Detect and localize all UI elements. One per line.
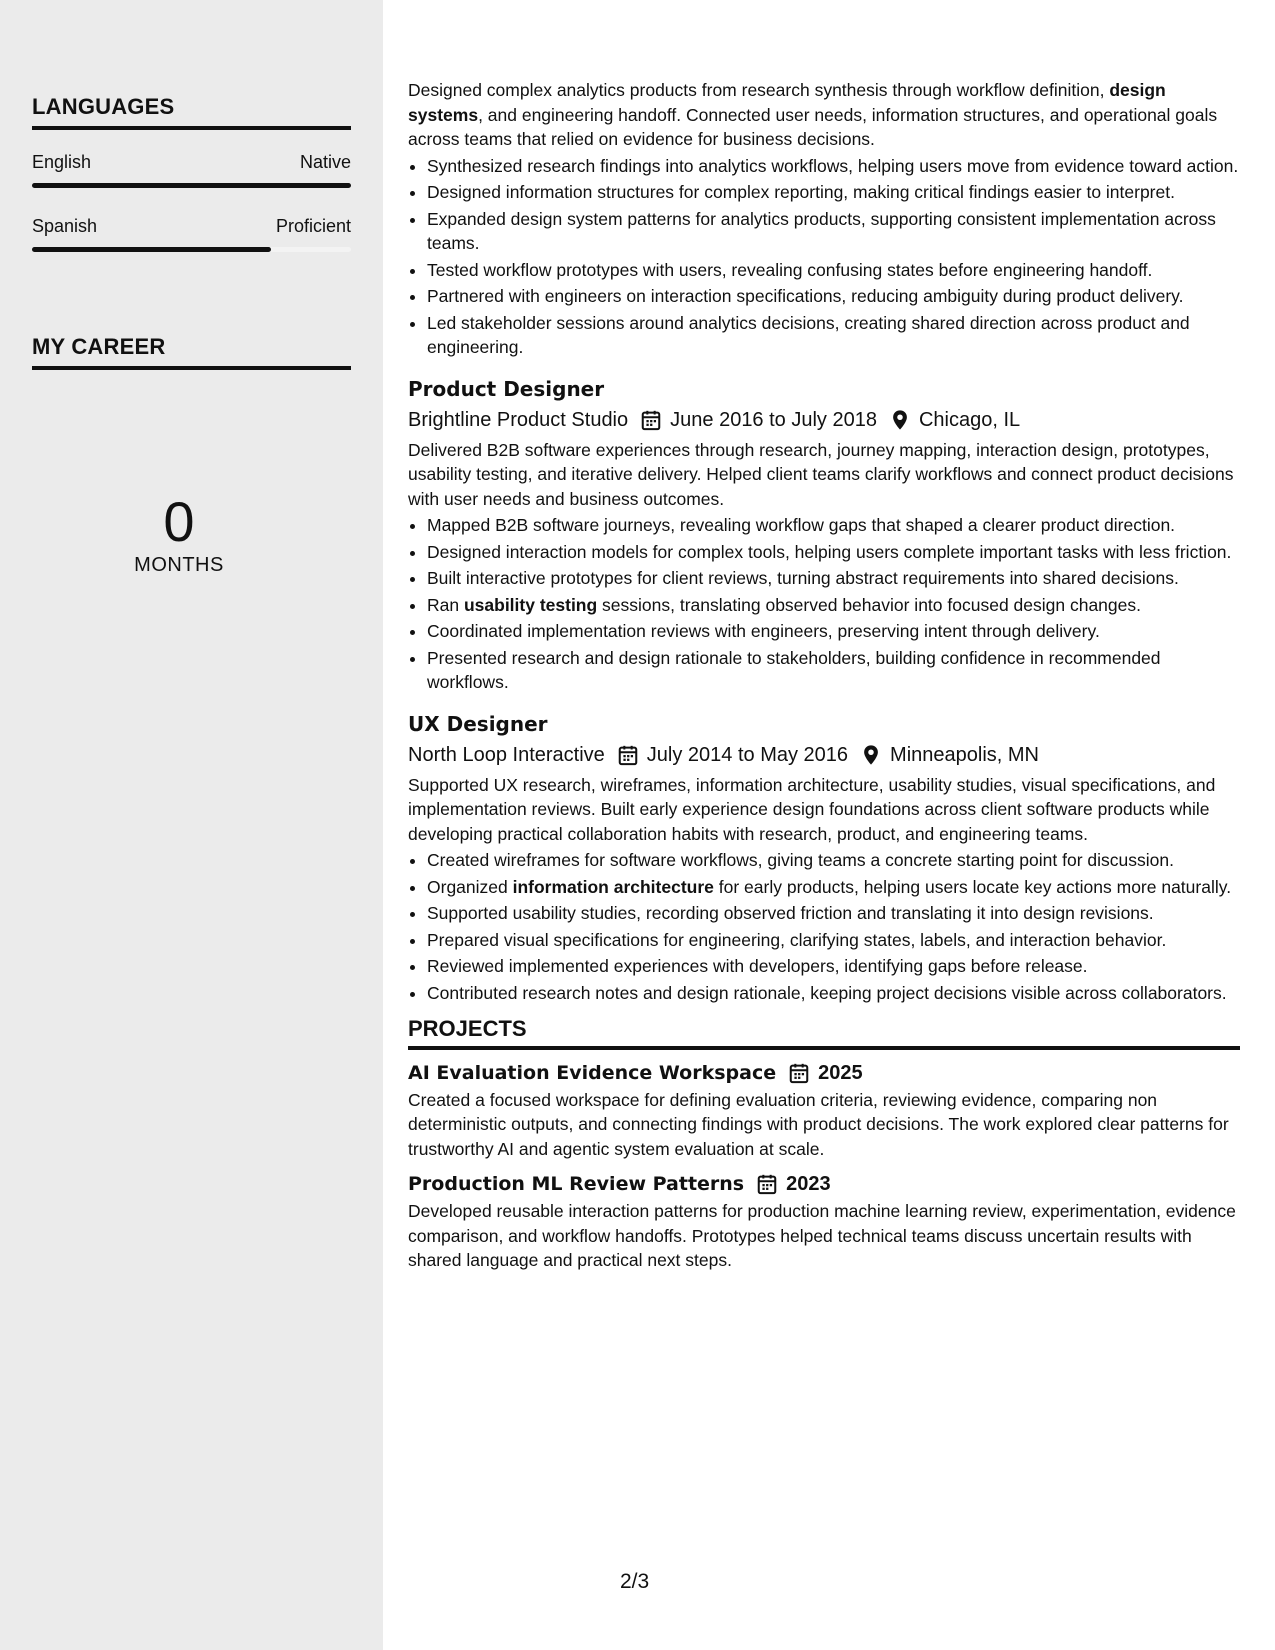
projects-section bbox=[408, 1017, 1240, 1273]
list-item: • Synthesized research findings into analytics workflows, helping users move from evidence toward action. bbox=[427, 154, 1240, 179]
language-item bbox=[32, 216, 351, 252]
project-year: 2023 bbox=[786, 1173, 831, 1195]
summary-text: Designed complex analytics products from research synthesis through workflow definition, bbox=[408, 80, 1110, 100]
list-item bbox=[427, 593, 1240, 618]
map-pin-icon bbox=[860, 744, 882, 766]
project-entry bbox=[408, 1058, 1240, 1162]
list-item: • Contributed research notes and design rationale, keeping project decisions visible across collaborators. bbox=[427, 981, 1240, 1006]
career-value: 0 bbox=[163, 490, 195, 553]
project-header bbox=[408, 1169, 1240, 1199]
page-number: 2/3 bbox=[620, 1570, 650, 1593]
languages-heading: LANGUAGES bbox=[32, 94, 351, 130]
calendar-icon bbox=[788, 1062, 810, 1084]
job-location: Chicago, IL bbox=[918, 408, 1021, 431]
career-unit: MONTHS bbox=[134, 554, 224, 576]
list-item: • Expanded design system patterns for analytics products, supporting consistent implementation across teams. bbox=[427, 207, 1240, 256]
job-entry bbox=[408, 709, 1240, 1006]
job-dates: June 2016 to July 2018 bbox=[670, 408, 877, 431]
project-title: AI Evaluation Evidence Workspace bbox=[408, 1061, 777, 1084]
experience-intro bbox=[408, 78, 1240, 360]
job-bullets bbox=[408, 848, 1240, 1005]
bullet-text: for early products, helping users locate key actions more naturally. bbox=[713, 876, 1232, 897]
list-item: • Led stakeholder sessions around analytics decisions, creating shared direction across product and engineering. bbox=[427, 311, 1240, 360]
list-item: • Built interactive prototypes for client reviews, turning abstract requirements into shared decisions. bbox=[427, 566, 1240, 591]
intro-bullets bbox=[408, 154, 1240, 360]
sidebar bbox=[0, 0, 383, 1650]
job-title: Product Designer bbox=[408, 376, 605, 401]
list-item: • Tested workflow prototypes with users, revealing confusing states before engineering handoff. bbox=[427, 258, 1240, 283]
company-name: Brightline Product Studio bbox=[408, 408, 629, 431]
list-item: • Designed information structures for complex reporting, making critical findings easier to interpret. bbox=[427, 180, 1240, 205]
project-entry bbox=[408, 1169, 1240, 1273]
list-item: • Presented research and design rationale to stakeholders, building confidence in recommended workflows. bbox=[427, 646, 1240, 695]
main-content bbox=[408, 78, 1240, 1273]
list-item: • Coordinated implementation reviews with engineers, preserving intent through delivery. bbox=[427, 619, 1240, 644]
career-section bbox=[32, 334, 351, 370]
list-item: • Partnered with engineers on interaction specifications, reducing ambiguity during product delivery. bbox=[427, 284, 1240, 309]
career-heading: MY CAREER bbox=[32, 334, 351, 370]
job-summary: Supported UX research, wireframes, information architecture, usability studies, visual specifications, and implementation reviews. Built early experience design foundations across client software products while developing practical collaboration habits with research, product, and engineering teams. bbox=[408, 774, 1216, 844]
list-item: • Reviewed implemented experiences with developers, identifying gaps before release. bbox=[427, 954, 1240, 979]
list-item: • Created wireframes for software workflows, giving teams a concrete starting point for discussion. bbox=[427, 848, 1240, 873]
map-pin-icon bbox=[889, 409, 911, 431]
intro-summary bbox=[408, 78, 1240, 152]
bullet-highlight: usability testing bbox=[463, 594, 598, 615]
language-item bbox=[32, 152, 351, 188]
language-proficiency-fill bbox=[32, 247, 271, 252]
job-dates: July 2014 to May 2016 bbox=[646, 743, 849, 766]
job-entry bbox=[408, 374, 1240, 695]
job-meta bbox=[408, 739, 1240, 771]
list-item bbox=[427, 875, 1240, 900]
calendar-icon bbox=[640, 409, 662, 431]
list-item: • Supported usability studies, recording observed friction and translating it into design revisions. bbox=[427, 901, 1240, 926]
language-name: English bbox=[32, 152, 92, 172]
list-item: • Mapped B2B software journeys, revealing workflow gaps that shaped a clearer product direction. bbox=[427, 513, 1240, 538]
career-duration bbox=[0, 490, 358, 577]
project-title: Production ML Review Patterns bbox=[408, 1173, 745, 1195]
language-name: Spanish bbox=[32, 216, 98, 236]
bullet-text: Organized bbox=[427, 876, 513, 897]
job-summary: Delivered B2B software experiences through research, journey mapping, interaction design, prototypes, usability testing, and iterative delivery. Helped client teams clarify workflows and connect product decisions with user needs and business outcomes. bbox=[408, 439, 1234, 509]
list-item: • Designed interaction models for complex tools, helping users complete important tasks with less friction. bbox=[427, 540, 1240, 565]
project-description: Developed reusable interaction patterns for production machine learning review, experimentation, evidence comparison, and workflow handoffs. Prototypes helped technical teams discuss uncertain results with shared language and practical next steps. bbox=[408, 1201, 1236, 1270]
bullet-text: sessions, translating observed behavior into focused design changes. bbox=[597, 594, 1141, 615]
job-title: UX Designer bbox=[408, 711, 548, 736]
job-bullets bbox=[408, 513, 1240, 695]
project-year: 2025 bbox=[818, 1061, 863, 1084]
summary-text: , and engineering handoff. Connected user needs, information structures, and operational goals across teams that relied on evidence for business decisions. bbox=[408, 104, 1218, 149]
calendar-icon bbox=[617, 744, 639, 766]
calendar-icon bbox=[756, 1173, 778, 1195]
project-header bbox=[408, 1058, 1240, 1088]
job-location: Minneapolis, MN bbox=[890, 743, 1039, 766]
language-proficiency-bar bbox=[32, 247, 351, 252]
company-name: North Loop Interactive bbox=[408, 743, 605, 766]
language-proficiency-bar bbox=[32, 183, 351, 188]
job-meta bbox=[408, 404, 1240, 436]
bullet-text: Ran bbox=[427, 594, 464, 615]
languages-section bbox=[32, 94, 351, 252]
projects-heading: PROJECTS bbox=[408, 1017, 1240, 1050]
language-proficiency-fill bbox=[32, 183, 351, 188]
list-item: • Prepared visual specifications for engineering, clarifying states, labels, and interaction behavior. bbox=[427, 928, 1240, 953]
language-level: Native bbox=[299, 152, 351, 172]
language-level: Proficient bbox=[275, 216, 351, 236]
bullet-highlight: information architecture bbox=[512, 876, 714, 897]
summary-highlight: design systems bbox=[408, 80, 1166, 125]
project-description: Created a focused workspace for defining evaluation criteria, reviewing evidence, comparing non deterministic outputs, and connecting findings with product decisions. The work explored clear patterns for trustworthy AI and agentic system evaluation at scale. bbox=[408, 1089, 1229, 1159]
